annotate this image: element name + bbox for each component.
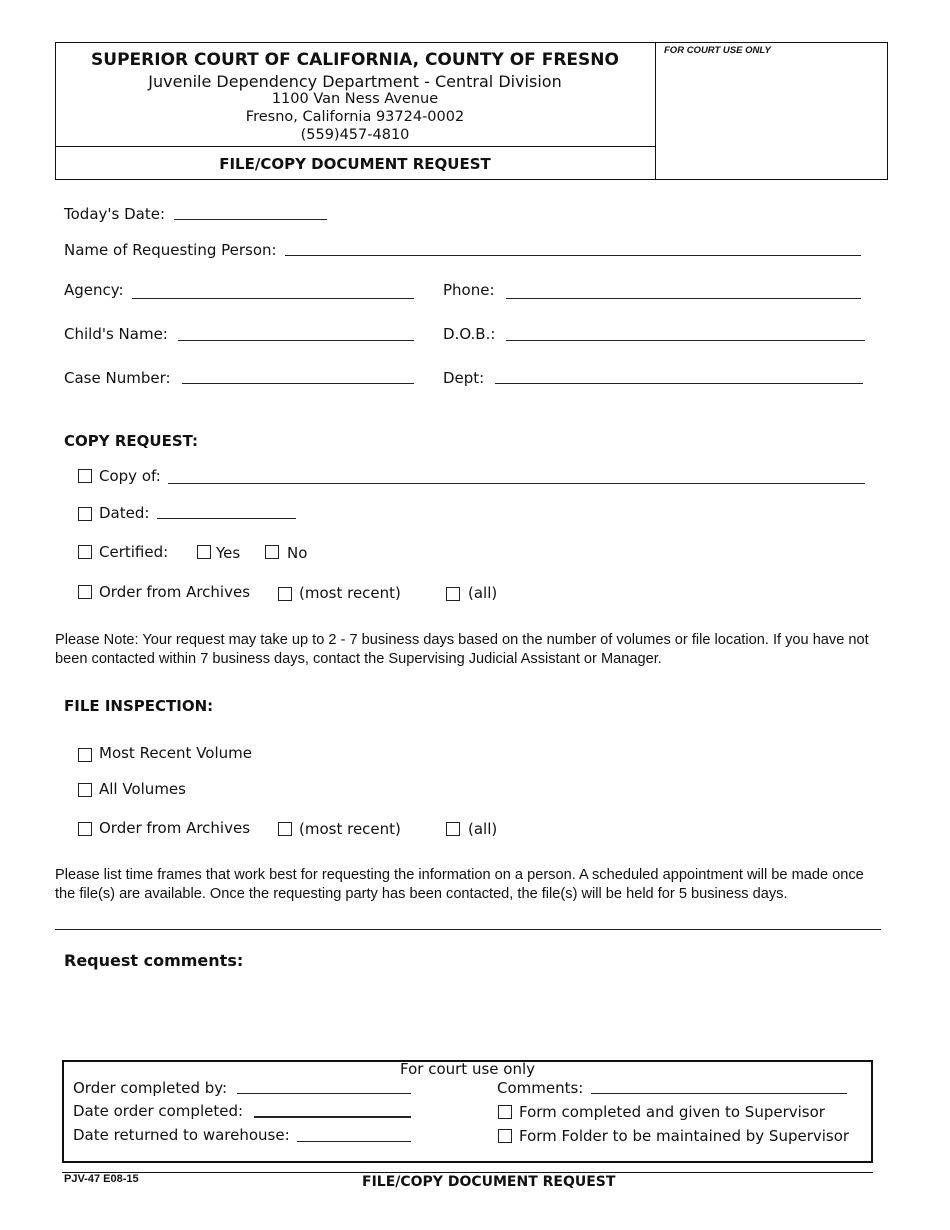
copy-request-heading: COPY REQUEST: (64, 432, 199, 450)
most-recent-volume-label: Most Recent Volume (99, 744, 252, 762)
copy-most-recent-label: (most recent) (299, 584, 401, 602)
date-returned-field[interactable] (297, 1141, 411, 1142)
dated-checkbox[interactable] (78, 507, 92, 521)
file-inspection-heading: FILE INSPECTION: (64, 697, 214, 715)
certified-no-label: No (287, 544, 308, 562)
requesting-person-label: Name of Requesting Person: (64, 241, 277, 259)
request-comments-heading: Request comments: (64, 951, 244, 970)
dept-field[interactable] (495, 383, 863, 384)
footer-rule (62, 1172, 873, 1173)
form-title: FILE/COPY DOCUMENT REQUEST (219, 155, 491, 173)
inspection-order-archives-label: Order from Archives (99, 819, 251, 837)
time-frames-note: Please list time frames that work best for requesting the information on a person. A scheduled appointment will be made once the file(s) are available. Once the requesting party has been contacted, the file(s) will be held for 5 business days. (55, 867, 864, 902)
todays-date-label: Today's Date: (64, 205, 165, 223)
header-title-divider (55, 146, 655, 147)
childs-name-field[interactable] (178, 340, 414, 341)
address-line-2: Fresno, California 93724-0002 (245, 109, 465, 125)
agency-label: Agency: (64, 281, 124, 299)
copy-all-label: (all) (468, 584, 498, 602)
certified-label: Certified: (99, 543, 169, 561)
certified-checkbox[interactable] (78, 545, 92, 559)
court-use-title: For court use only (400, 1060, 535, 1078)
phone-field[interactable] (506, 298, 861, 299)
court-phone: (559)457-4810 (300, 127, 410, 143)
requesting-person-field[interactable] (285, 255, 861, 256)
copy-all-checkbox[interactable] (446, 587, 460, 601)
inspection-order-archives-checkbox[interactable] (78, 822, 92, 836)
form-number: PJV-47 E08-15 (64, 1173, 139, 1185)
dept-label: Dept: (443, 369, 485, 387)
case-number-field[interactable] (182, 383, 414, 384)
inspection-most-recent-label: (most recent) (299, 820, 401, 838)
department-name: Juvenile Dependency Department - Central Division (148, 72, 562, 91)
form-folder-label: Form Folder to be maintained by Supervisor (519, 1127, 850, 1145)
court-use-only-label: FOR COURT USE ONLY (664, 45, 771, 56)
copy-of-field[interactable] (168, 483, 865, 484)
date-returned-label: Date returned to warehouse: (73, 1126, 290, 1144)
form-folder-checkbox[interactable] (498, 1129, 512, 1143)
dob-label: D.O.B.: (443, 325, 496, 343)
dated-field[interactable] (157, 518, 296, 519)
childs-name-label: Child's Name: (64, 325, 168, 343)
certified-yes-label: Yes (216, 544, 241, 562)
all-volumes-label: All Volumes (99, 780, 186, 798)
dob-field[interactable] (506, 340, 865, 341)
copy-of-label: Copy of: (99, 467, 161, 485)
court-comments-label: Comments: (497, 1079, 584, 1097)
copy-of-checkbox[interactable] (78, 469, 92, 483)
case-number-label: Case Number: (64, 369, 171, 387)
inspection-all-label: (all) (468, 820, 498, 838)
dated-label: Dated: (99, 504, 150, 522)
form-completed-label: Form completed and given to Supervisor (519, 1103, 825, 1121)
date-order-completed-field[interactable] (254, 1116, 411, 1118)
agency-field[interactable] (132, 298, 414, 299)
court-name: SUPERIOR COURT OF CALIFORNIA, COUNTY OF FRESNO (91, 50, 619, 70)
phone-label: Phone: (443, 281, 495, 299)
copy-most-recent-checkbox[interactable] (278, 587, 292, 601)
order-completed-by-label: Order completed by: (73, 1079, 228, 1097)
most-recent-volume-checkbox[interactable] (78, 748, 92, 762)
certified-yes-checkbox[interactable] (197, 545, 211, 559)
copy-order-archives-checkbox[interactable] (78, 585, 92, 599)
inspection-most-recent-checkbox[interactable] (278, 822, 292, 836)
section-divider (55, 929, 881, 930)
certified-no-checkbox[interactable] (265, 545, 279, 559)
date-order-completed-label: Date order completed: (73, 1102, 244, 1120)
header-divider (655, 42, 656, 180)
request-comments-area[interactable] (64, 978, 874, 1050)
copy-order-archives-label: Order from Archives (99, 583, 251, 601)
court-comments-field[interactable] (591, 1093, 847, 1094)
form-completed-checkbox[interactable] (498, 1105, 512, 1119)
processing-time-note: Please Note: Your request may take up to 2 - 7 business days based on the number of volumes or file location. If you have not been contacted within 7 business days, contact the Supervising Judicial Assistant or Manager. (55, 632, 869, 667)
todays-date-field[interactable] (174, 219, 327, 220)
footer-title: FILE/COPY DOCUMENT REQUEST (362, 1174, 616, 1190)
all-volumes-checkbox[interactable] (78, 783, 92, 797)
order-completed-by-field[interactable] (237, 1093, 411, 1094)
inspection-all-checkbox[interactable] (446, 822, 460, 836)
address-line-1: 1100 Van Ness Avenue (271, 91, 439, 107)
